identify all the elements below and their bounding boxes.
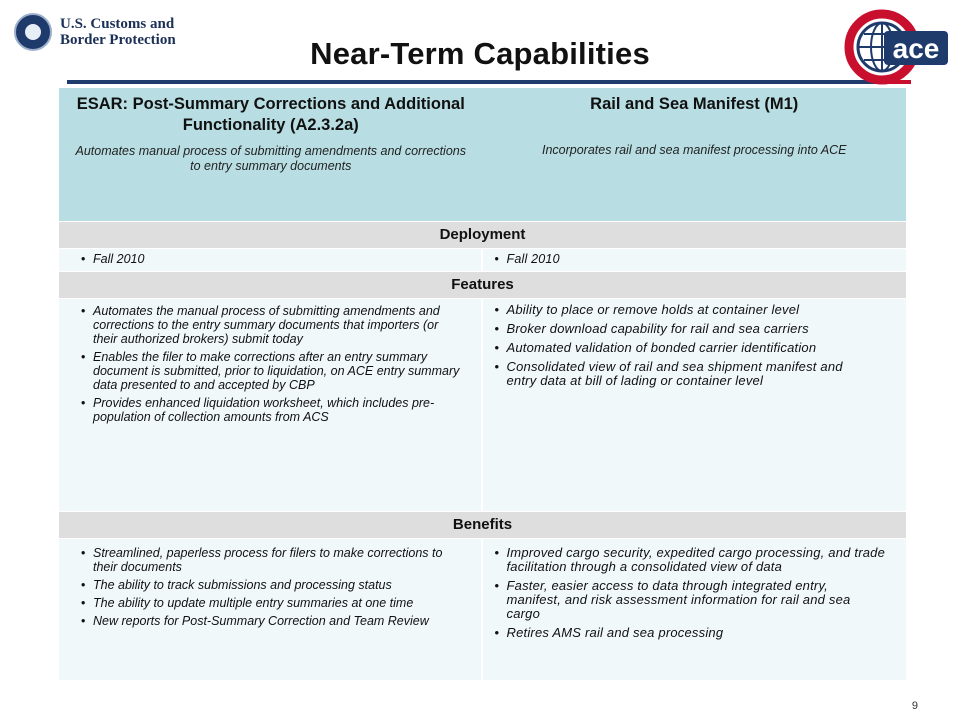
features-right <box>483 299 907 511</box>
column-header-esar <box>59 88 483 221</box>
agency-line-2: Border Protection <box>60 32 176 48</box>
deployment-right <box>483 249 907 271</box>
list-item: • Streamlined, paperless process for filers to make corrections to their documents <box>81 546 461 574</box>
deployment-row <box>59 249 906 271</box>
ace-logo-icon <box>842 8 950 86</box>
features-row <box>59 299 906 511</box>
list-item: • Retires AMS rail and sea processing <box>495 626 887 640</box>
column-description: Incorporates rail and sea manifest processing into ACE <box>541 143 847 157</box>
list-item: • Automates the manual process of submitting amendments and corrections to the entry summary documents that importers (or their authorized brokers) submit today <box>81 304 461 346</box>
benefits-right <box>483 539 907 680</box>
page-number: 9 <box>911 700 918 712</box>
page-title: Near-Term Capabilities <box>310 36 650 71</box>
column-heading: ESAR: Post-Summary Corrections and Additional Functionality (A2.3.2a) <box>76 95 465 134</box>
list-item: • Ability to place or remove holds at container level <box>495 303 867 317</box>
section-header-benefits: Benefits <box>59 511 906 539</box>
benefits-row <box>59 539 906 680</box>
column-header-rail-sea <box>483 88 907 221</box>
list-item: • The ability to track submissions and processing status <box>81 578 461 592</box>
column-description: Automates manual process of submitting amendments and corrections to entry summary documents <box>75 144 466 173</box>
agency-line-1: U.S. Customs and <box>60 16 175 32</box>
benefits-left <box>59 539 483 680</box>
section-header-deployment: Deployment <box>59 221 906 249</box>
list-item: • The ability to update multiple entry summaries at one time <box>81 596 461 610</box>
column-heading: Rail and Sea Manifest (M1) <box>590 95 799 113</box>
deployment-left <box>59 249 483 271</box>
features-left <box>59 299 483 511</box>
list-item: • Fall 2010 <box>81 252 471 266</box>
list-item: • Improved cargo security, expedited cargo processing, and trade facilitation through a consolidated view of data <box>495 546 887 574</box>
header-row <box>59 88 906 221</box>
ace-logo-text: ace <box>892 33 940 64</box>
list-item: • Consolidated view of rail and sea shipment manifest and entry data at bill of lading or container level <box>495 360 867 388</box>
title-divider <box>67 80 911 84</box>
list-item: • Enables the filer to make corrections after an entry summary document is submitted, prior to liquidation, on ACE entry summary data presented to and accepted by CBP <box>81 350 461 392</box>
list-item: • New reports for Post-Summary Correction and Team Review <box>81 614 461 628</box>
list-item: • Provides enhanced liquidation worksheet, which includes pre-population of collection amounts from ACS <box>81 396 461 424</box>
list-item: • Broker download capability for rail and sea carriers <box>495 322 867 336</box>
list-item: • Faster, easier access to data through integrated entry, manifest, and risk assessment information for rail and sea cargo <box>495 579 887 621</box>
list-item: • Automated validation of bonded carrier identification <box>495 341 867 355</box>
section-header-features: Features <box>59 271 906 299</box>
capabilities-table <box>59 88 906 680</box>
list-item: • Fall 2010 <box>495 252 897 266</box>
